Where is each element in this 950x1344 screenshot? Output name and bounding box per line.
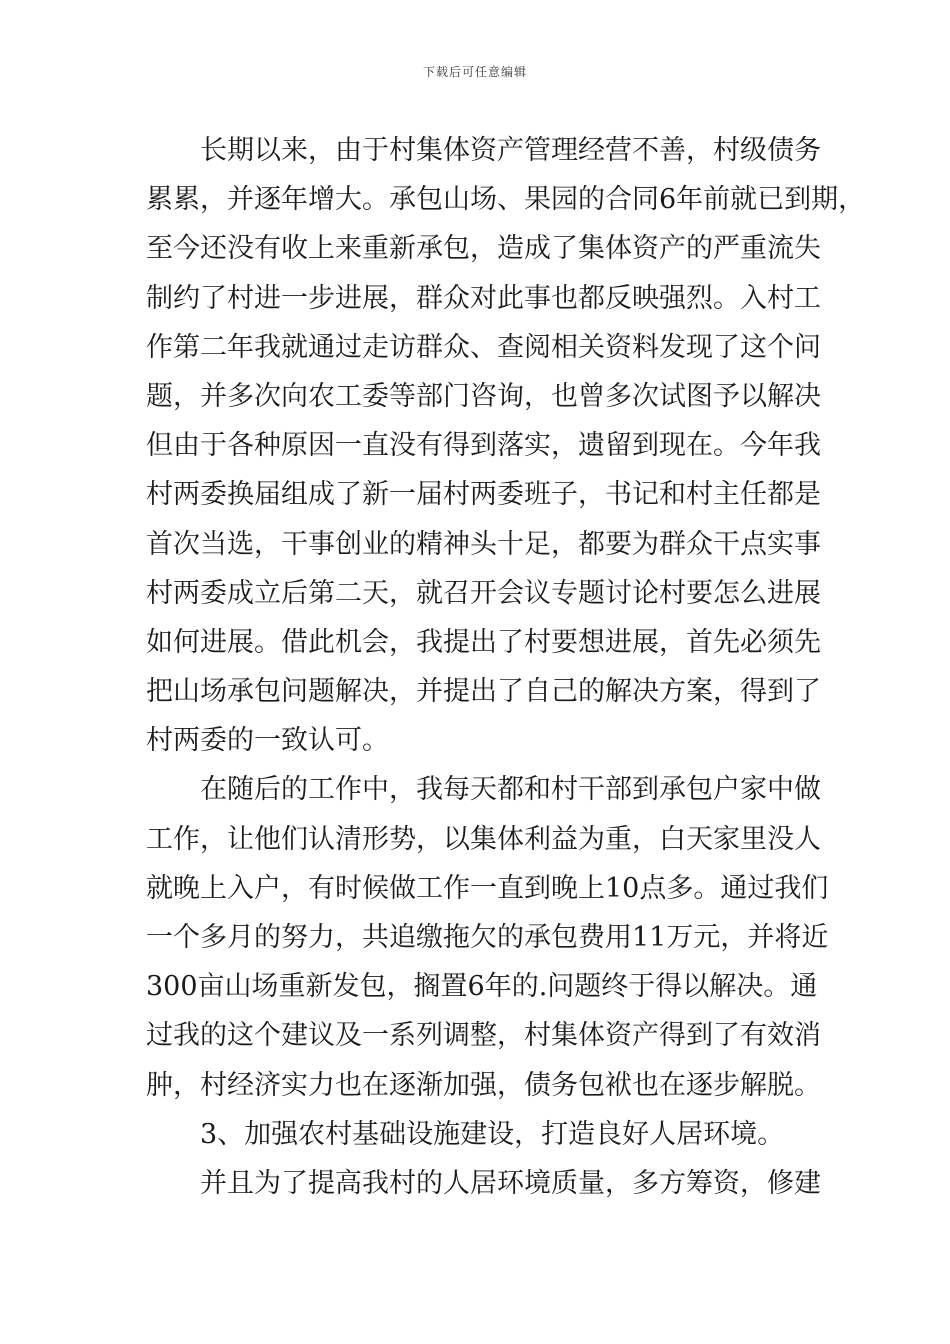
text-line: 并且为了提高我村的人居环境质量，多方筹资，修建 [200, 1167, 821, 1199]
text-line: 至今还没有收上来重新承包，造成了集体资产的严重流失 [146, 233, 821, 265]
text-line: 就晚上入户，有时候做工作一直到晚上10点多。通过我们 [146, 872, 829, 904]
text-line: 长期以来，由于村集体资产管理经营不善，村级债务 [200, 135, 821, 166]
text-line: 首次当选，干事创业的精神头十足，都要为群众干点实事 [146, 528, 821, 560]
text-line: 300亩山场重新发包，搁置6年的.问题终于得以解决。通 [146, 971, 818, 1003]
text-line: 把山场承包问题解决，并提出了自己的解决方案，得到了 [146, 676, 821, 708]
text-line: 村两委成立后第二天，就召开会议专题讨论村要怎么进展 [146, 577, 821, 609]
text-line: 工作，让他们认清形势，以集体利益为重，白天家里没人 [146, 823, 821, 855]
text-line: 在随后的工作中，我每天都和村干部到承包户家中做 [200, 774, 821, 806]
text-line: 如何进展。借此机会，我提出了村要想进展，首先必须先 [146, 626, 821, 658]
text-line: 村两委换届组成了新一届村两委班子，书记和村主任都是 [146, 479, 821, 511]
text-line: 题，并多次向农工委等部门咨询，也曾多次试图予以解决 [146, 380, 821, 412]
page-header: 下载后可任意编辑 [422, 65, 527, 79]
text-line: 制约了村进一步进展，群众对此事也都反映强烈。入村工 [146, 282, 821, 314]
section-heading: 3、加强农村基础设施建设，打造良好人居环境。 [200, 1118, 785, 1150]
document-body [146, 126, 866, 1208]
text-line: 作第二年我就通过走访群众、查阅相关资料发现了这个问 [146, 331, 821, 363]
text-line: 一个多月的努力，共追缴拖欠的承包费用11万元，并将近 [146, 922, 829, 953]
text-line: 肿，村经济实力也在逐渐加强，债务包袱也在逐步解脱。 [146, 1069, 821, 1101]
text-line: 累累，并逐年增大。承包山场、果园的合同6年前就已到期， [146, 184, 866, 216]
text-line: 村两委的一致认可。 [146, 725, 389, 757]
text-line: 过我的这个建议及一系列调整，村集体资产得到了有效消 [146, 1020, 821, 1052]
text-line: 但由于各种原因一直没有得到落实，遗留到现在。今年我 [146, 430, 821, 462]
